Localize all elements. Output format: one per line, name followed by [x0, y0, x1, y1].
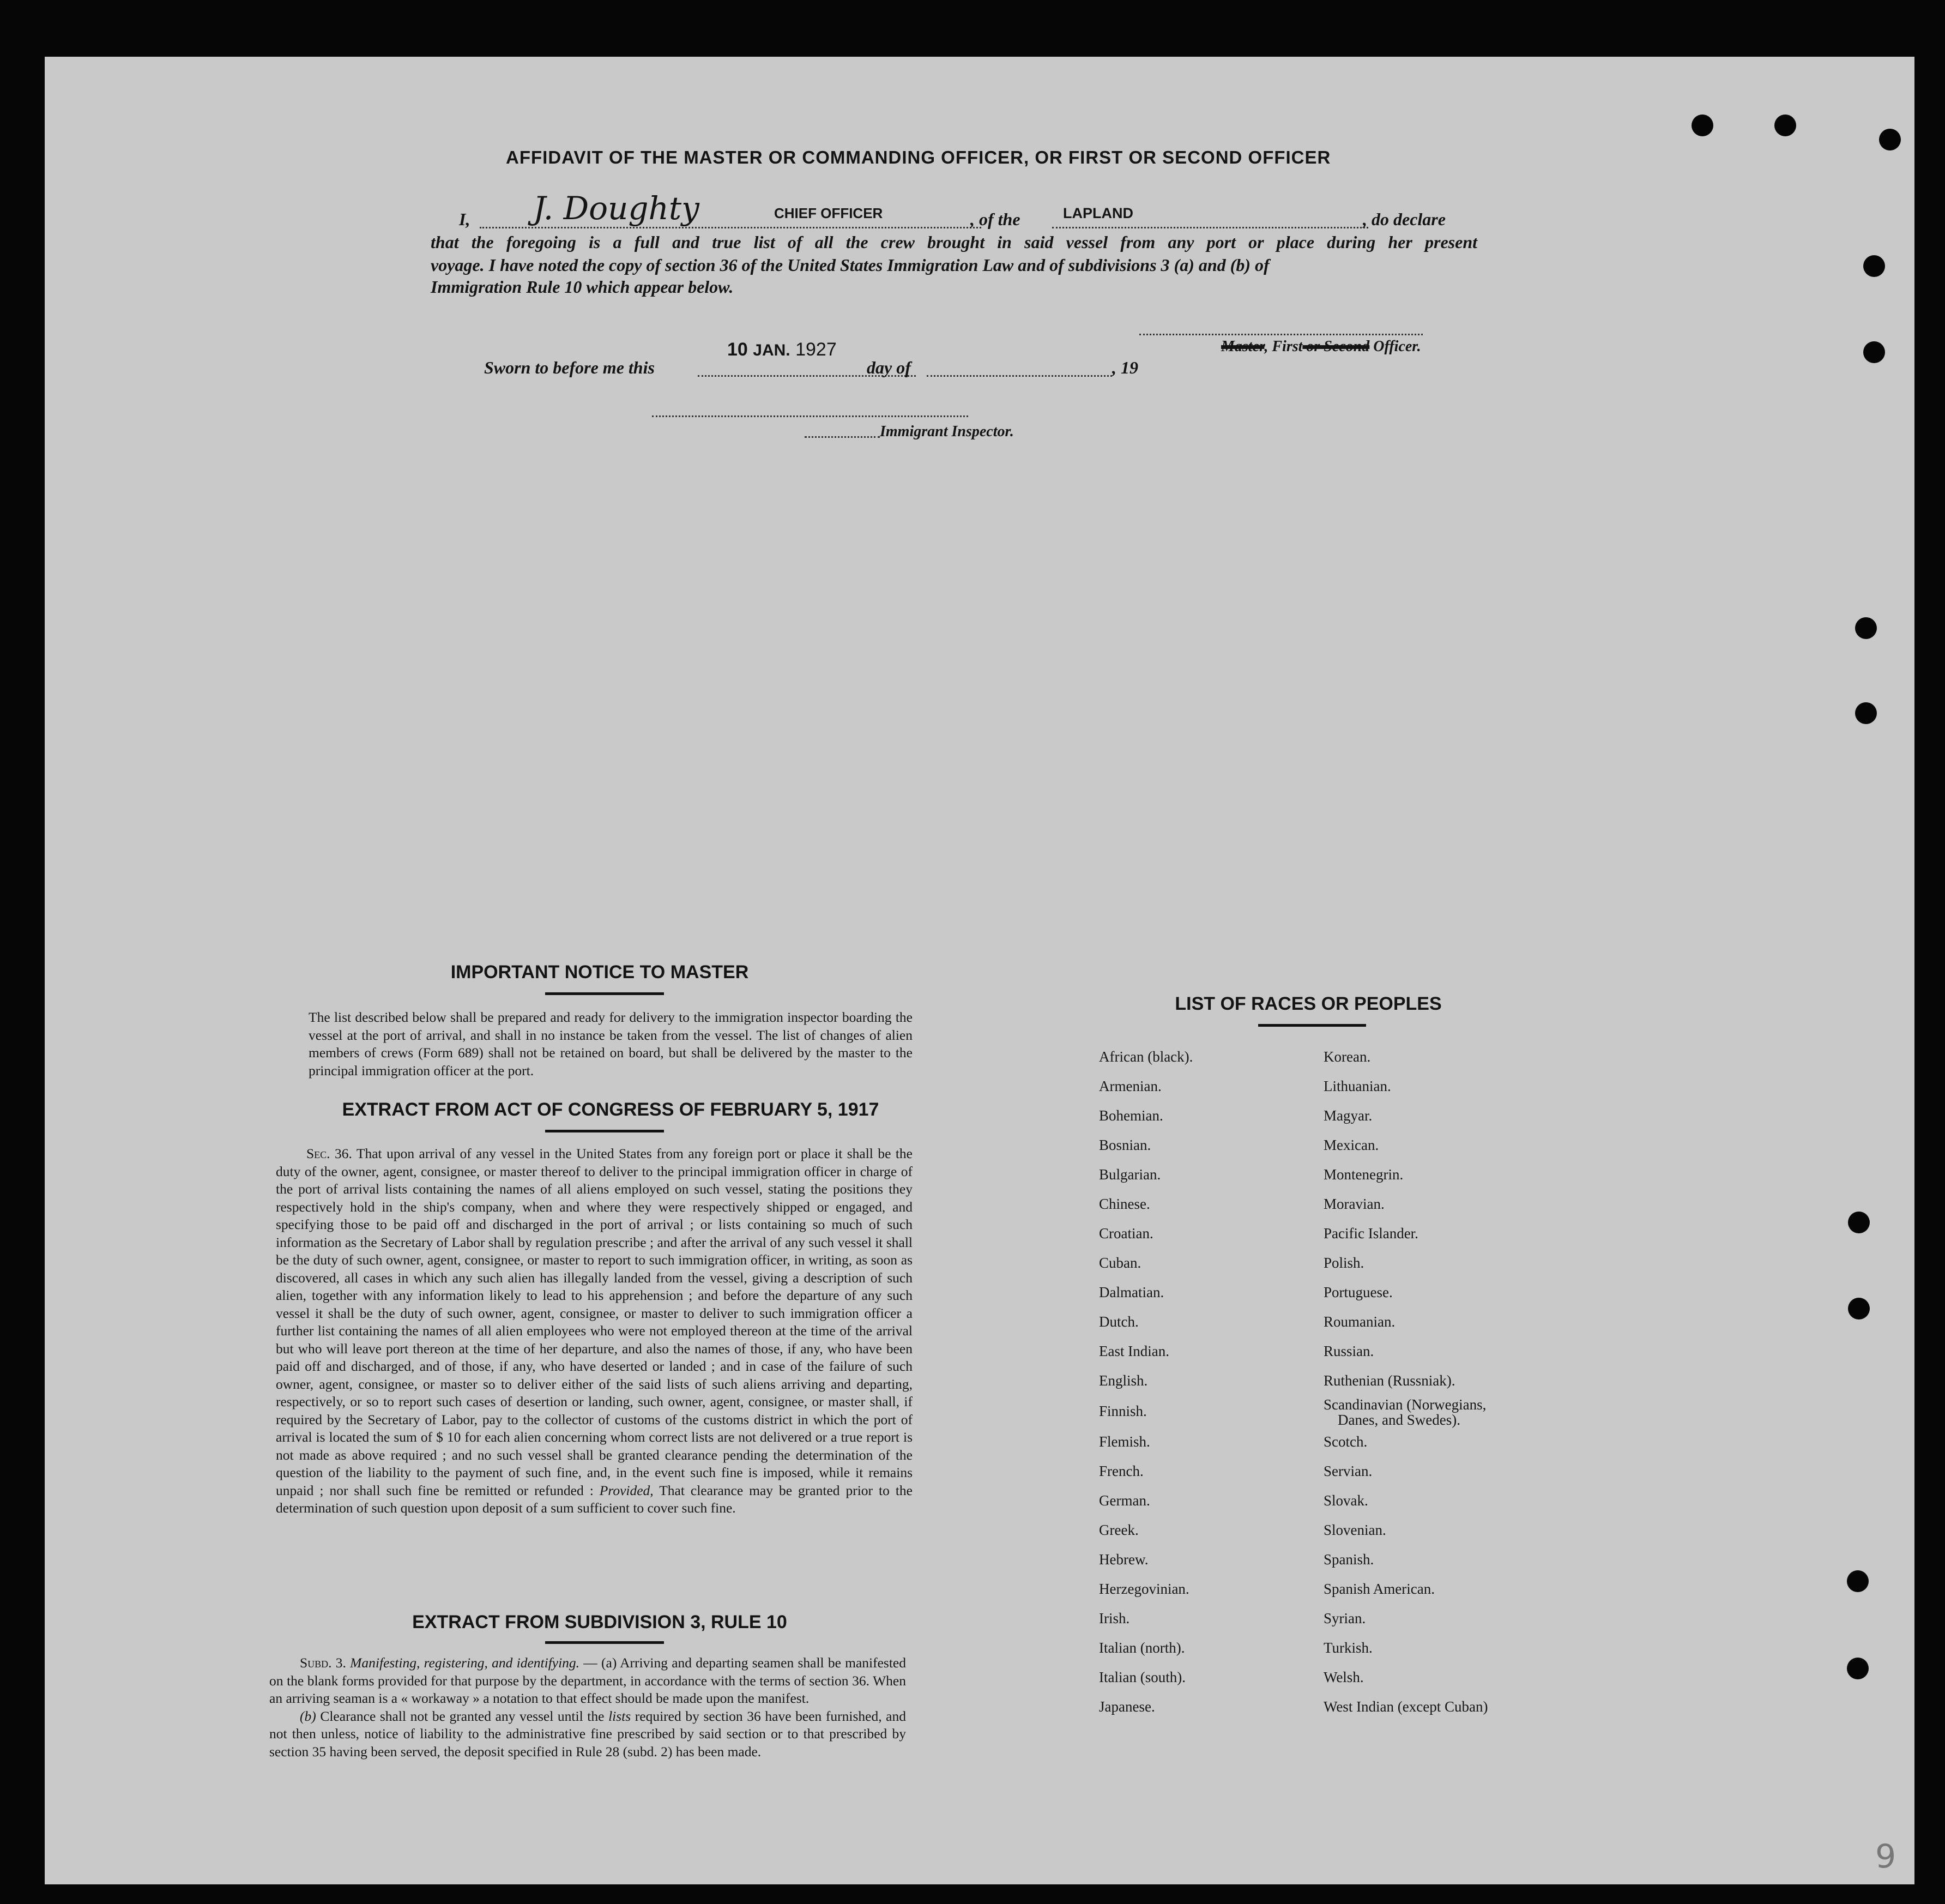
races-heading: LIST OF RACES OR PEOPLES [1175, 993, 1442, 1014]
race-item: Armenian. [1099, 1078, 1162, 1094]
race-item: Italian (south). [1099, 1669, 1186, 1685]
punch-hole [1847, 1570, 1869, 1592]
officer-second-struck: or Second [1302, 338, 1370, 355]
officer-rank: CHIEF OFFICER [774, 205, 883, 221]
race-item: Welsh. [1324, 1669, 1364, 1685]
of-the-text: , of the [970, 209, 1020, 229]
punch-hole [1855, 702, 1877, 724]
affidavit-line-2: that the foregoing is a full and true list of all the crew brought in said vessel from any port or place during her present [431, 232, 1477, 252]
race-item: Roumanian. [1324, 1313, 1396, 1330]
act-heading: EXTRACT FROM ACT OF CONGRESS OF FEBRUARY 5, 1917 [342, 1099, 879, 1120]
rule-b-text-1: Clearance shall not be granted any vessel until the [320, 1708, 605, 1724]
race-item: Dutch. [1099, 1313, 1139, 1330]
race-item: Polish. [1324, 1255, 1364, 1271]
race-item: Syrian. [1324, 1610, 1366, 1626]
officer-signature: J. Doughty [533, 190, 699, 227]
signature-line [480, 227, 981, 228]
race-item: Herzegovinian. [1099, 1581, 1189, 1597]
race-item: Korean. [1324, 1049, 1371, 1065]
officer-master-struck: Master [1221, 338, 1265, 355]
officer-first: , First [1264, 338, 1303, 355]
rule-subd-title: Manifesting, registering, and identifying. [350, 1655, 580, 1671]
date-stamp: 10 JAN. 1927 [727, 339, 837, 360]
race-item: Italian (north). [1099, 1640, 1185, 1656]
notice-heading-rule [545, 992, 664, 995]
race-item: Turkish. [1324, 1640, 1373, 1656]
notice-paragraph: The list described below shall be prepared and ready for delivery to the immigration inspector boarding the vessel at the port of arrival, and shall in no instance be taken from the vessel. The list of changes of alien members of crews (Form 689) shall not be retained on board, but shall be delivered by the master to the principal immigration officer at the port. [309, 1009, 913, 1078]
race-item: Scotch. [1324, 1433, 1368, 1450]
race-item-continued: Danes, and Swedes). [1338, 1412, 1460, 1428]
rule-heading: EXTRACT FROM SUBDIVISION 3, RULE 10 [412, 1612, 787, 1632]
act-body-end: That clearance may be granted prior to the determination of such question upon deposit of a sum sufficient to cover such fine. [276, 1482, 913, 1516]
race-item: Russian. [1324, 1343, 1374, 1359]
year-prefix: , 19 [1112, 358, 1138, 377]
inspector-label: Immigrant Inspector. [880, 423, 1014, 440]
race-item: Spanish American. [1324, 1581, 1435, 1597]
punch-hole [1848, 1298, 1870, 1319]
notice-text [309, 1009, 913, 1080]
affidavit-i: I, [459, 209, 470, 229]
race-item: Montenegrin. [1324, 1166, 1404, 1183]
race-item: Spanish. [1324, 1551, 1374, 1568]
inspector-line-2 [805, 436, 880, 438]
race-item: Greek. [1099, 1522, 1139, 1538]
act-provided: Provided, [599, 1482, 654, 1498]
act-sec-label: Sec. 36. [306, 1146, 352, 1161]
date-stamp-year: 1927 [795, 339, 837, 360]
race-item: Bohemian. [1099, 1107, 1163, 1124]
race-item: Chinese. [1099, 1196, 1150, 1212]
race-item: Magyar. [1324, 1107, 1373, 1124]
rule-subd-label: Subd. 3. [300, 1655, 346, 1671]
race-item: Japanese. [1099, 1698, 1155, 1715]
punch-hole [1863, 255, 1885, 277]
race-item: Mexican. [1324, 1137, 1379, 1153]
race-item: Pacific Islander. [1324, 1225, 1418, 1242]
races-heading-rule [1258, 1024, 1366, 1027]
punch-hole [1774, 115, 1796, 136]
act-heading-rule [545, 1130, 664, 1132]
race-item: Lithuanian. [1324, 1078, 1391, 1094]
race-item: French. [1099, 1463, 1144, 1479]
punch-hole [1692, 115, 1713, 136]
notice-heading: IMPORTANT NOTICE TO MASTER [450, 962, 749, 983]
officer-title [1221, 338, 1421, 356]
inspector-line-1 [652, 415, 968, 417]
race-item: Slovak. [1324, 1492, 1368, 1509]
rule-b-label: (b) [300, 1708, 316, 1724]
rule-heading-rule [545, 1641, 664, 1644]
race-item: African (black). [1099, 1049, 1193, 1065]
affidavit-line-4: Immigration Rule 10 which appear below. [431, 277, 734, 297]
race-item: Cuban. [1099, 1255, 1141, 1271]
race-item: English. [1099, 1372, 1148, 1389]
act-text [276, 1145, 913, 1517]
race-item: Scandinavian (Norwegians, [1324, 1396, 1487, 1413]
race-item: Bosnian. [1099, 1137, 1151, 1153]
race-item: Servian. [1324, 1463, 1373, 1479]
rule-b-lists: lists [608, 1708, 631, 1724]
race-item: Bulgarian. [1099, 1166, 1161, 1183]
corner-mark: 9 [1875, 1837, 1896, 1876]
race-item: German. [1099, 1492, 1150, 1509]
affidavit-line-3: voyage. I have noted the copy of section 36 of the United States Immigration Law and of subdivisions 3 (a) and (b) of [431, 255, 1270, 275]
race-item: Irish. [1099, 1610, 1130, 1626]
punch-hole [1847, 1658, 1869, 1679]
day-of-text: day of [867, 358, 911, 377]
rule-b-text-2: required by section 36 have been furnished, and not then unless, notice of liability to the administrative fine prescribed by said section or to that prescribed by section 35 having been served, the deposit specified in Rule 28 (subd. 2) has been made. [269, 1708, 906, 1760]
vessel-name: LAPLAND [1063, 205, 1133, 221]
do-declare-text: , do declare [1363, 209, 1446, 229]
officer-suffix: Officer. [1369, 338, 1421, 355]
date-stamp-day: 10 [727, 339, 748, 360]
race-item: Portuguese. [1324, 1284, 1393, 1300]
punch-hole [1863, 341, 1885, 363]
race-item: Hebrew. [1099, 1551, 1149, 1568]
rule-text [269, 1654, 906, 1761]
punch-hole [1879, 129, 1901, 150]
act-body: That upon arrival of any vessel in the United States from any foreign port or place it shall be the duty of the owner, agent, consignee, or master thereof to deliver to the principal immigration officer in charge of the port of arrival lists containing the names of all aliens employed on such vessel, stating the positions they respectively hold in the ship's company, when and where they were respectively shipped or engaged, and specifying those to be paid off and discharged in the port of arrival ; or lists containing so much of such information as the Secretary of Labor shall by regulation prescribe ; and after the arrival of any such vessel it shall be the duty of such owner, agent, consignee, or master to report to such immigration officer, in writing, as soon as discovered, all cases in which any such alien has illegally landed from the vessel, giving a description of such alien, together with any information likely to lead to his apprehension ; and before the departure of any such vessel it shall be the duty of such owner, agent, consignee, or master to deliver to such immigration officer a further list containing the names of all alien employees who were not employed thereon at the time of the arrival but who will leave port thereon at the time of her departure, and also the names of those, if any, who have been paid off and discharged, and of those, if any, who have deserted or landed ; and in case of the failure of such owner, agent, consignee, or master so to deliver either of the said lists of such aliens arriving and departing, respectively, or so to report such cases of desertion or landing, such owner, agent, consignee, or master shall, if required by the Secretary of Labor, pay to the collector of customs of the customs district in which the port of arrival is located the sum of $ 10 for each alien concerning whom correct lists are not delivered or a true report is not made as above required ; and no such vessel shall be granted clearance pending the determination of the question of the liability to the payment of such fine, and, in the event such fine is imposed, while it remains unpaid ; nor shall such fine be remitted or refunded : [276, 1146, 913, 1498]
race-item: Dalmatian. [1099, 1284, 1164, 1300]
race-item: East Indian. [1099, 1343, 1169, 1359]
rule-a-text: — (a) Arriving and departing seamen shall be manifested on the blank forms provided for that purpose by the department, in accordance with the terms of section 36. When an arriving seaman is a « workaway » a notation to that effect should be made upon the manifest. [269, 1655, 907, 1706]
race-item: Flemish. [1099, 1433, 1150, 1450]
race-item: Croatian. [1099, 1225, 1153, 1242]
document-page [45, 57, 1914, 1884]
punch-hole [1855, 617, 1877, 639]
affidavit-heading: AFFIDAVIT OF THE MASTER OR COMMANDING OFFICER, OR FIRST OR SECOND OFFICER [506, 147, 1331, 167]
race-item: Finnish. [1099, 1403, 1147, 1419]
race-item: Ruthenian (Russniak). [1324, 1372, 1455, 1389]
sworn-text: Sworn to before me this [484, 358, 655, 377]
race-item: West Indian (except Cuban) [1324, 1698, 1488, 1715]
officer-signature-line [1139, 334, 1423, 335]
race-item: Slovenian. [1324, 1522, 1386, 1538]
date-stamp-month: JAN [753, 341, 786, 359]
month-line [927, 375, 1112, 377]
punch-hole [1848, 1212, 1870, 1233]
race-item: Moravian. [1324, 1196, 1385, 1212]
vessel-line [1052, 227, 1368, 228]
